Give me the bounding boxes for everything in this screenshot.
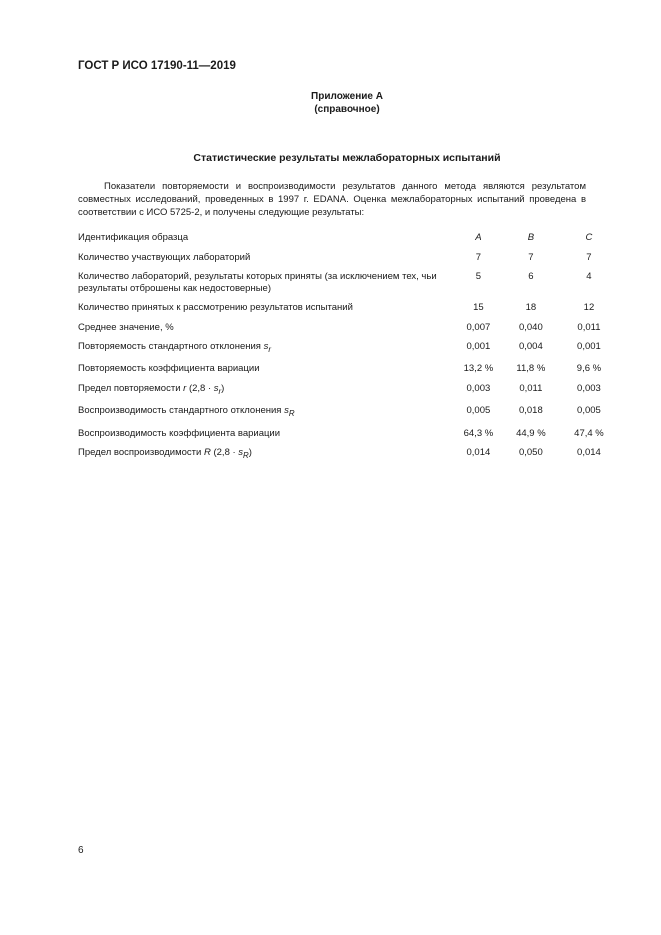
value-b: 0,011 bbox=[519, 382, 543, 394]
formula-subscript: r bbox=[218, 386, 222, 396]
value-b: 0,040 bbox=[518, 321, 543, 333]
value-c: 0,014 bbox=[577, 447, 601, 459]
table-row bbox=[78, 271, 618, 302]
results-table bbox=[78, 232, 618, 470]
page-number: 6 bbox=[78, 845, 84, 856]
intro-paragraph: Показатели повторяемости и воспроизводимости результатов данного метода являются результатом совместных исследований, проведенных в 1997 г. EDANA. Оценка межлабораторных испытаний проведена в соответствии с ИСО 5725-2, и получены следующие результаты: bbox=[78, 181, 586, 218]
table-row bbox=[78, 252, 618, 272]
value-c: 9,6 % bbox=[576, 363, 602, 375]
value-c: 0,011 bbox=[577, 321, 601, 333]
annex-subtitle: (справочное) bbox=[314, 104, 380, 115]
value-b: B bbox=[527, 232, 535, 243]
formula-subscript: R bbox=[243, 451, 249, 461]
symbol-subscript: R bbox=[288, 409, 295, 419]
document-code: ГОСТ Р ИСО 17190-11—2019 bbox=[78, 60, 236, 72]
formula-close: ) bbox=[248, 447, 252, 459]
row-label: Воспроизводимость стандартного отклонения $s_R$ bbox=[78, 405, 295, 419]
value-a: 7 bbox=[475, 251, 482, 263]
value-a: A bbox=[475, 232, 482, 243]
row-label: Среднее значение, % bbox=[78, 321, 174, 333]
value-c: 47,4 % bbox=[574, 427, 604, 439]
value-b: 18 bbox=[525, 302, 537, 313]
table-row bbox=[78, 363, 618, 383]
row-label: Повторяемость стандартного отклонения $s_r$ bbox=[78, 341, 271, 354]
row-label: Повторяемость коэффициента вариации bbox=[78, 363, 260, 375]
value-c: 0,005 bbox=[577, 405, 601, 417]
row-label: Воспроизводимость коэффициента вариации bbox=[78, 427, 281, 439]
symbol-subscript: r bbox=[268, 344, 271, 354]
value-a: 0,003 bbox=[466, 382, 491, 394]
value-a: 0,007 bbox=[466, 321, 491, 333]
value-b: 0,050 bbox=[518, 447, 543, 459]
table-row bbox=[78, 232, 618, 252]
formula-open: (2,8 · bbox=[188, 382, 214, 394]
value-a: 13,2 % bbox=[463, 363, 494, 375]
table-row bbox=[78, 341, 618, 363]
value-a: 5 bbox=[475, 271, 482, 282]
formula-symbol: s bbox=[238, 447, 244, 459]
value-c: 12 bbox=[583, 302, 595, 313]
symbol: s bbox=[284, 405, 289, 417]
annex-title: Приложение А bbox=[311, 91, 383, 102]
formula-symbol: s bbox=[213, 382, 219, 394]
formula-close: ) bbox=[221, 382, 225, 394]
value-b: 0,018 bbox=[518, 405, 543, 417]
value-c: C bbox=[585, 232, 593, 243]
section-title: Статистические результаты межлабораторных испытаний bbox=[193, 152, 501, 164]
symbol: s bbox=[263, 341, 269, 352]
value-c: 0,003 bbox=[577, 382, 601, 394]
table-row bbox=[78, 383, 618, 405]
value-b: 7 bbox=[528, 251, 534, 263]
table-row bbox=[78, 447, 618, 469]
value-c: 7 bbox=[586, 251, 592, 263]
value-c: 0,001 bbox=[577, 341, 601, 352]
table-row bbox=[78, 428, 618, 448]
row-label: Предел воспроизводимости R $(2,8 \cdot s_R)$ bbox=[78, 447, 252, 461]
symbol: R bbox=[203, 447, 211, 459]
row-label: Количество принятых к рассмотрению результатов испытаний bbox=[78, 302, 353, 313]
row-label: Идентификация образца bbox=[78, 232, 189, 243]
row-label: Количество участвующих лабораторий bbox=[78, 251, 251, 263]
value-a: 0,001 bbox=[466, 341, 491, 352]
row-label: Количество лабораторий, результаты которых приняты (за исключением тех, чьи результаты отброшены как недостоверные) bbox=[78, 271, 437, 294]
value-b: 0,004 bbox=[518, 341, 543, 352]
table-row bbox=[78, 302, 618, 322]
value-a: 64,3 % bbox=[463, 427, 494, 439]
value-a: 0,014 bbox=[466, 447, 491, 459]
table-row bbox=[78, 405, 618, 427]
value-b: 6 bbox=[528, 271, 534, 282]
value-a: 0,005 bbox=[466, 405, 491, 417]
table-row bbox=[78, 322, 618, 342]
row-label: Предел повторяемости r $(2,8 \cdot s_r)$ bbox=[78, 382, 225, 396]
value-b: 11,8 % bbox=[516, 363, 546, 375]
value-c: 4 bbox=[586, 271, 592, 282]
symbol: r bbox=[183, 382, 187, 394]
value-b: 44,9 % bbox=[516, 427, 546, 439]
value-a: 15 bbox=[473, 302, 484, 313]
formula-open: (2,8 · bbox=[213, 447, 239, 459]
